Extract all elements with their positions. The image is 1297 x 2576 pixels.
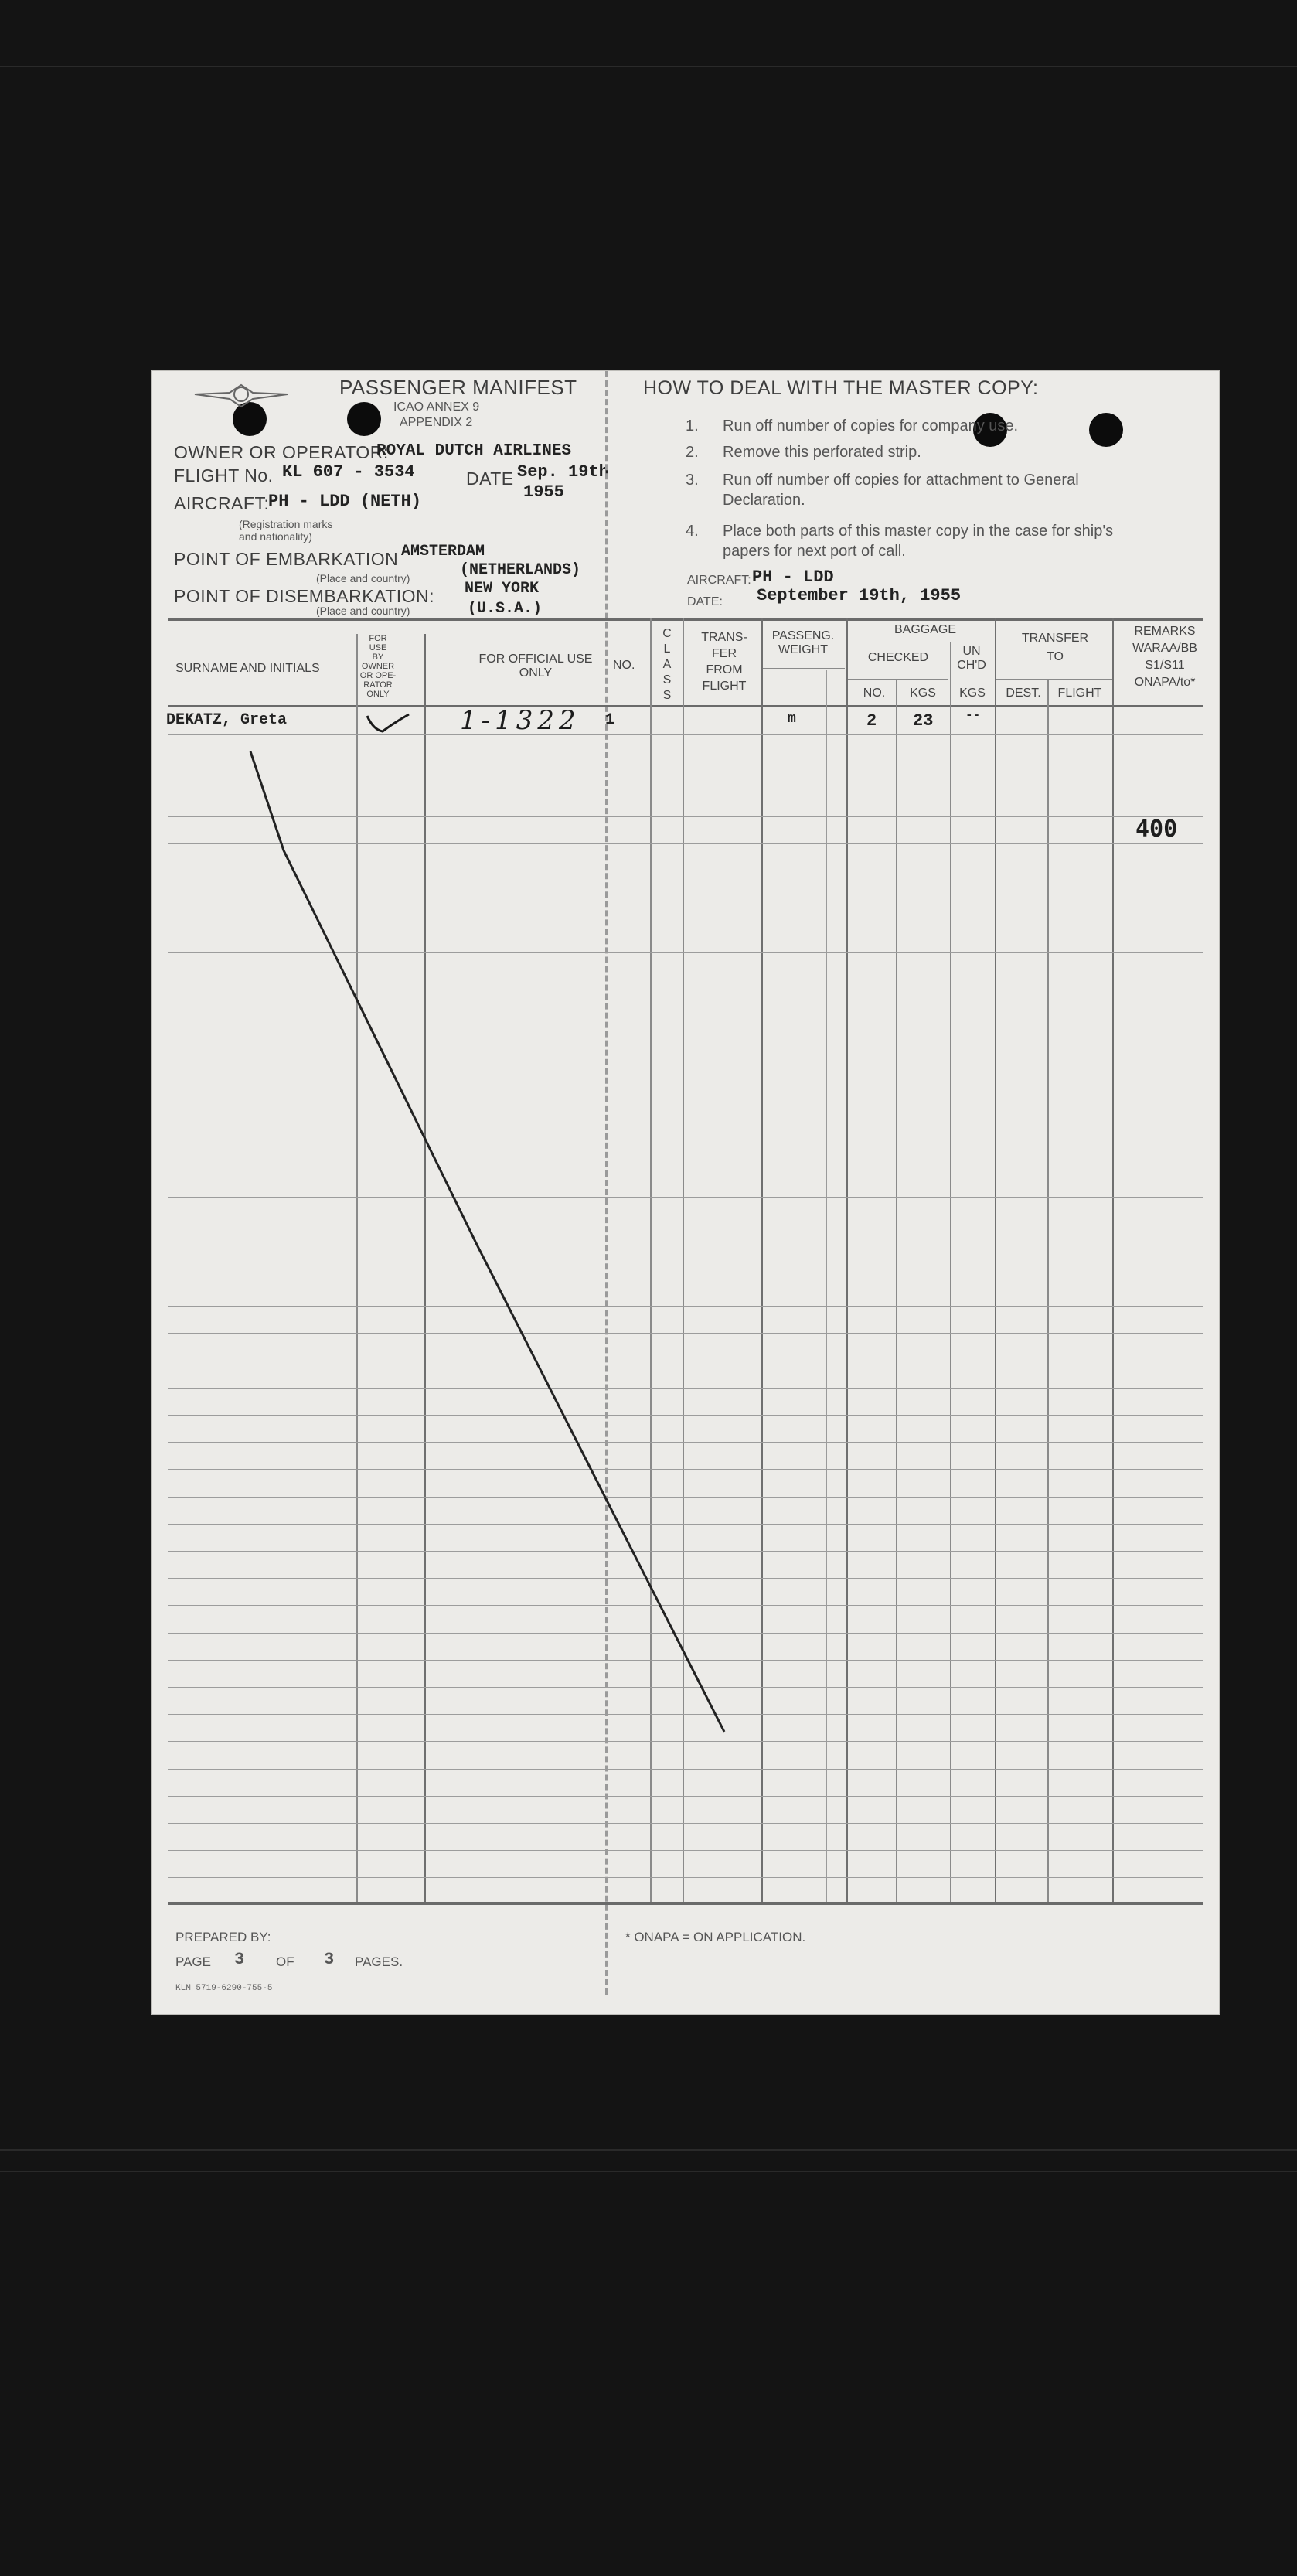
instruction-text: Declaration. bbox=[723, 492, 805, 509]
col-bag-kgs: KGS bbox=[910, 687, 936, 700]
passenger-weight: m bbox=[788, 711, 796, 727]
col-baggage: BAGGAGE bbox=[894, 623, 957, 636]
instruction-text: Place both parts of this master copy in the case for ship's bbox=[723, 523, 1114, 540]
col-flight: FLIGHT bbox=[1057, 687, 1102, 700]
embarkation-country: (NETHERLANDS) bbox=[460, 561, 581, 579]
registration-note: and nationality) bbox=[239, 530, 312, 543]
instruction-text: Run off number off copies for attachment to General bbox=[723, 472, 1079, 489]
disembarkation-country: (U.S.A.) bbox=[468, 600, 543, 618]
registration-note: (Registration marks bbox=[239, 518, 333, 530]
instruction-text: Remove this perforated strip. bbox=[723, 444, 921, 461]
col-transfer-to-line: TO bbox=[1047, 650, 1064, 663]
col-unchecked-line: CH'D bbox=[957, 659, 986, 672]
embarkation-value: AMSTERDAM bbox=[401, 543, 485, 561]
instruction-num: 4. bbox=[686, 523, 699, 540]
instr-aircraft-value: PH - LDD bbox=[752, 567, 834, 587]
col-transfer-to-line: TRANSFER bbox=[1021, 632, 1089, 645]
official-use-entry: 1-1322 bbox=[460, 705, 580, 736]
bag-kgs: 23 bbox=[913, 711, 934, 731]
manifest-sheet bbox=[152, 371, 1219, 2014]
col-class-letter: S bbox=[662, 689, 672, 702]
col-dest: DEST. bbox=[1006, 687, 1041, 700]
passenger-no: 1 bbox=[605, 711, 615, 729]
bag-count: 2 bbox=[866, 711, 877, 731]
col-remarks-line: ONAPA/to* bbox=[1134, 676, 1196, 689]
col-remarks-line: WARAA/BB bbox=[1132, 642, 1197, 655]
margin-note: 400 bbox=[1135, 816, 1178, 843]
col-surname: SURNAME AND INITIALS bbox=[175, 662, 320, 675]
disembarkation-label: POINT OF DISEMBARKATION: bbox=[174, 586, 435, 606]
aircraft-label: AIRCRAFT: bbox=[174, 493, 270, 513]
form-code: KLM 5719-6290-755-5 bbox=[175, 1984, 273, 1993]
col-remarks-line: S1/S11 bbox=[1145, 659, 1185, 672]
disembarkation-value: NEW YORK bbox=[465, 580, 540, 598]
instruction-num: 2. bbox=[686, 444, 699, 461]
instruction-num: 3. bbox=[686, 472, 699, 489]
place-note: (Place and country) bbox=[316, 572, 410, 584]
form-appendix: APPENDIX 2 bbox=[400, 416, 473, 429]
col-unchecked-line: UN bbox=[962, 645, 981, 658]
col-transfer-from-line: FER bbox=[712, 647, 737, 660]
date-label: DATE bbox=[466, 469, 514, 489]
col-owner-use-line: OWNER bbox=[361, 662, 395, 671]
col-transfer-from-line: FROM bbox=[706, 663, 743, 676]
instr-date-label: DATE: bbox=[687, 595, 723, 608]
date-value-1: Sep. 19th bbox=[517, 462, 609, 482]
col-official-line: ONLY bbox=[519, 666, 553, 680]
col-transfer-from-line: TRANS- bbox=[701, 631, 747, 644]
col-class-letter: A bbox=[662, 658, 672, 671]
col-owner-use-line: RATOR bbox=[363, 680, 393, 690]
col-owner-use-line: OR OPE- bbox=[359, 671, 397, 680]
instruction-text: Run off number of copies for company use. bbox=[723, 417, 1019, 434]
instr-aircraft-label: AIRCRAFT: bbox=[687, 574, 751, 587]
col-checked: CHECKED bbox=[867, 651, 929, 664]
cancel-line bbox=[152, 371, 1219, 2014]
col-owner-use-line: BY bbox=[372, 653, 384, 662]
unchecked-kgs: -- bbox=[965, 708, 981, 722]
col-unchd-kgs: KGS bbox=[959, 687, 986, 700]
onapa-note: * ONAPA = ON APPLICATION. bbox=[625, 1930, 806, 1944]
aircraft-value: PH - LDD (NETH) bbox=[268, 492, 422, 511]
owner-label: OWNER OR OPERATOR: bbox=[174, 442, 389, 462]
pages-label: PAGES. bbox=[355, 1954, 403, 1969]
flight-label: FLIGHT No. bbox=[174, 465, 274, 486]
page-label: PAGE bbox=[175, 1954, 211, 1969]
instr-date-value: September 19th, 1955 bbox=[757, 586, 962, 605]
col-class-letter: C bbox=[662, 627, 672, 640]
date-value-2: 1955 bbox=[523, 482, 564, 502]
form-annex: ICAO ANNEX 9 bbox=[393, 400, 480, 414]
col-bag-no: NO. bbox=[863, 687, 886, 700]
place-note: (Place and country) bbox=[316, 605, 410, 617]
col-official-line: FOR OFFICIAL USE bbox=[478, 653, 593, 666]
prepared-by-label: PREPARED BY: bbox=[175, 1930, 271, 1944]
col-weight-line: WEIGHT bbox=[778, 643, 828, 656]
embarkation-label: POINT OF EMBARKATION bbox=[174, 549, 399, 569]
col-remarks-line: REMARKS bbox=[1134, 625, 1196, 638]
col-owner-use-line: ONLY bbox=[366, 690, 390, 699]
instruction-text: papers for next port of call. bbox=[723, 543, 906, 560]
col-weight-line: PASSENG. bbox=[771, 629, 835, 642]
col-transfer-from-line: FLIGHT bbox=[702, 680, 747, 693]
form-title: PASSENGER MANIFEST bbox=[339, 376, 577, 399]
col-class-letter: S bbox=[662, 673, 672, 687]
page-total: 3 bbox=[324, 1950, 335, 1969]
flight-value: KL 607 - 3534 bbox=[282, 462, 415, 482]
instructions-title: HOW TO DEAL WITH THE MASTER COPY: bbox=[643, 377, 1039, 399]
of-label: OF bbox=[276, 1954, 294, 1969]
col-no: NO. bbox=[613, 659, 635, 672]
passenger-name: DEKATZ, Greta bbox=[166, 711, 288, 729]
page-current: 3 bbox=[234, 1950, 245, 1969]
col-owner-use-line: FOR USE bbox=[369, 634, 387, 653]
instruction-num: 1. bbox=[686, 417, 699, 434]
col-class-letter: L bbox=[663, 642, 671, 656]
owner-value: ROYAL DUTCH AIRLINES bbox=[376, 442, 572, 460]
